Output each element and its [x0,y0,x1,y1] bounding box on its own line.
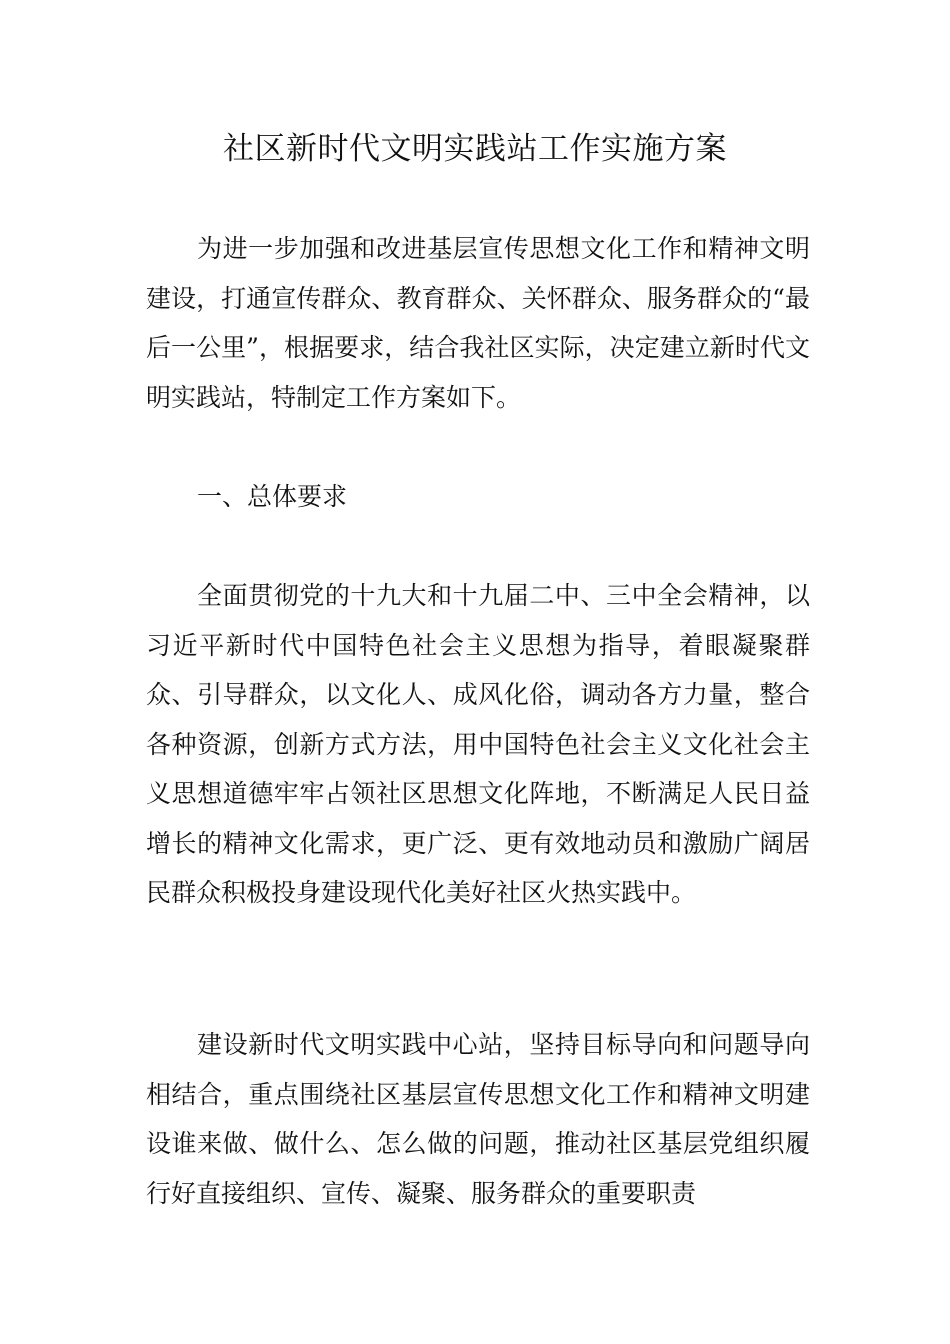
document-title: 社区新时代文明实践站工作实施方案 [223,131,727,167]
body-paragraph: 建设新时代文明实践中心站，坚持目标导向和问题导向相结合，重点围绕社区基层宣传思想文化工作和精神文明建设谁来做、做什么、怎么做的问题，推动社区基层党组织履行好直接组织、宣传、凝聚、服务群众的重要职责 [146,1030,810,1208]
body-paragraph: 全面贯彻党的十九大和十九届二中、三中全会精神，以习近平新时代中国特色社会主义思想为指导，着眼凝聚群众、引导群众，以文化人、成风化俗，调动各方力量，整合各种资源，创新方式方法，用中国特色社会主义文化社会主义思想道德牢牢占领社区思想文化阵地，不断满足人民日益增长的精神文化需求，更广泛、更有效地动员和激励广阔居民群众积极投身建设现代化美好社区火热实践中。 [146,581,810,907]
intro-paragraph: 为进一步加强和改进基层宣传思想文化工作和精神文明建设，打通宣传群众、教育群众、关怀群众、服务群众的“最后一公里”，根据要求，结合我社区实际，决定建立新时代文明实践站，特制定工作方案如下。 [146,234,810,412]
section-heading: 一、总体要求 [197,482,348,511]
